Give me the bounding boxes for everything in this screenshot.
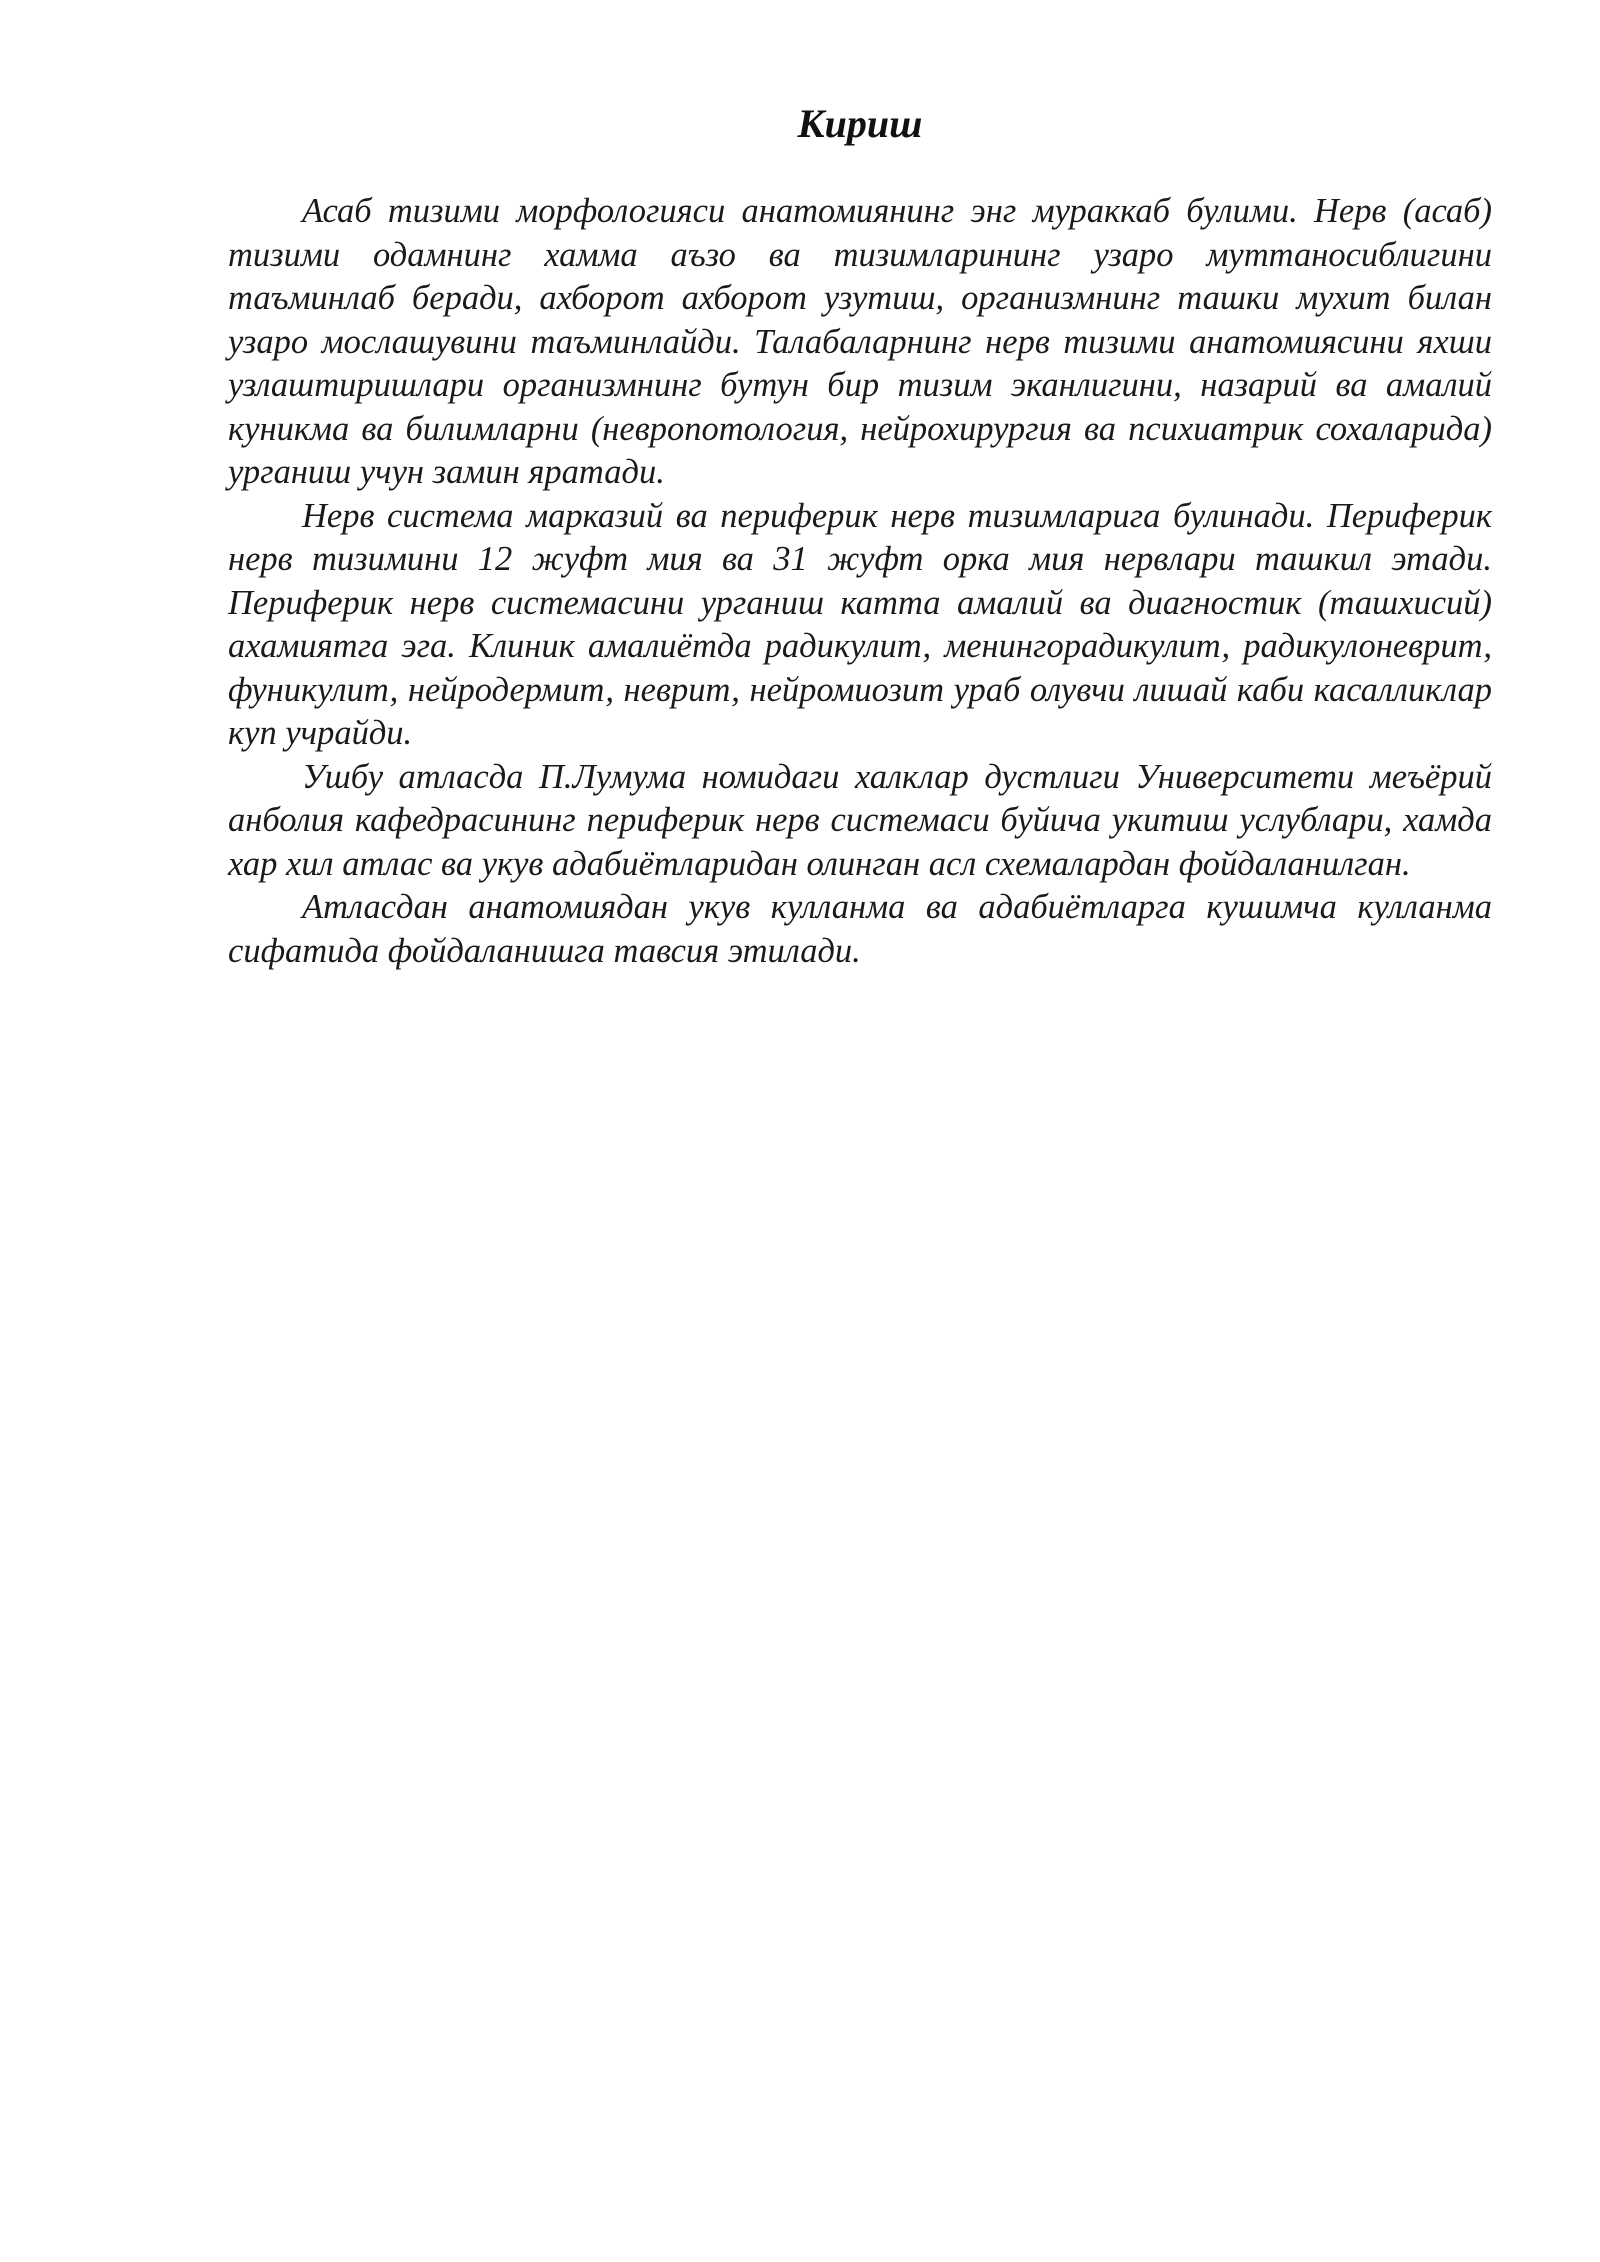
page-title: Кириш [797,101,923,146]
paragraph-1: Асаб тизими морфологияси анатомиянинг энг мураккаб булими. Нерв (асаб) тизими одамнинг хамма аъзо ва тизимларининг узаро муттаносиблигини таъминлаб беради, ахборот ахборот узутиш, организмнинг ташки мухит билан узаро мослашувини таъминлайди. Талабаларнинг нерв тизими анатомиясини яхши узлаштиришлари организмнинг бутун бир тизим эканлигини, назарий ва амалий куникма ва билимларни (невропотология, нейрохирургия ва психиатрик сохаларида) урганиш учун замин яратади. [228,192,1492,491]
paragraph-2: Нерв система марказий ва периферик нерв тизимларига булинади. Периферик нерв тизимини 12 жуфт мия ва 31 жуфт орка мия нервлари ташкил этади. Периферик нерв системасини урганиш катта амалий ва диагностик (ташхисий) ахамиятга эга. Клиник амалиётда радикулит, менингорадикулит, радикулоневрит, фуникулит, нейродермит, неврит, нейромиозит ураб олувчи лишай каби касалликлар куп учрайди. [228,496,1492,752]
paragraph-3: Ушбу атласда П.Лумума номидаги халклар дустлиги Университети меъёрий анболия кафедрасининг периферик нерв системаси буйича укитиш услублари, хамда хар хил атлас ва укув адабиётларидан олинган асл схемалардан фойдаланилган. [228,757,1492,883]
paragraph-4: Атласдан анатомиядан укув кулланма ва адабиётларга кушимча кулланма сифатида фойдаланишга тавсия этилади. [228,888,1492,970]
body-text [228,190,1492,973]
